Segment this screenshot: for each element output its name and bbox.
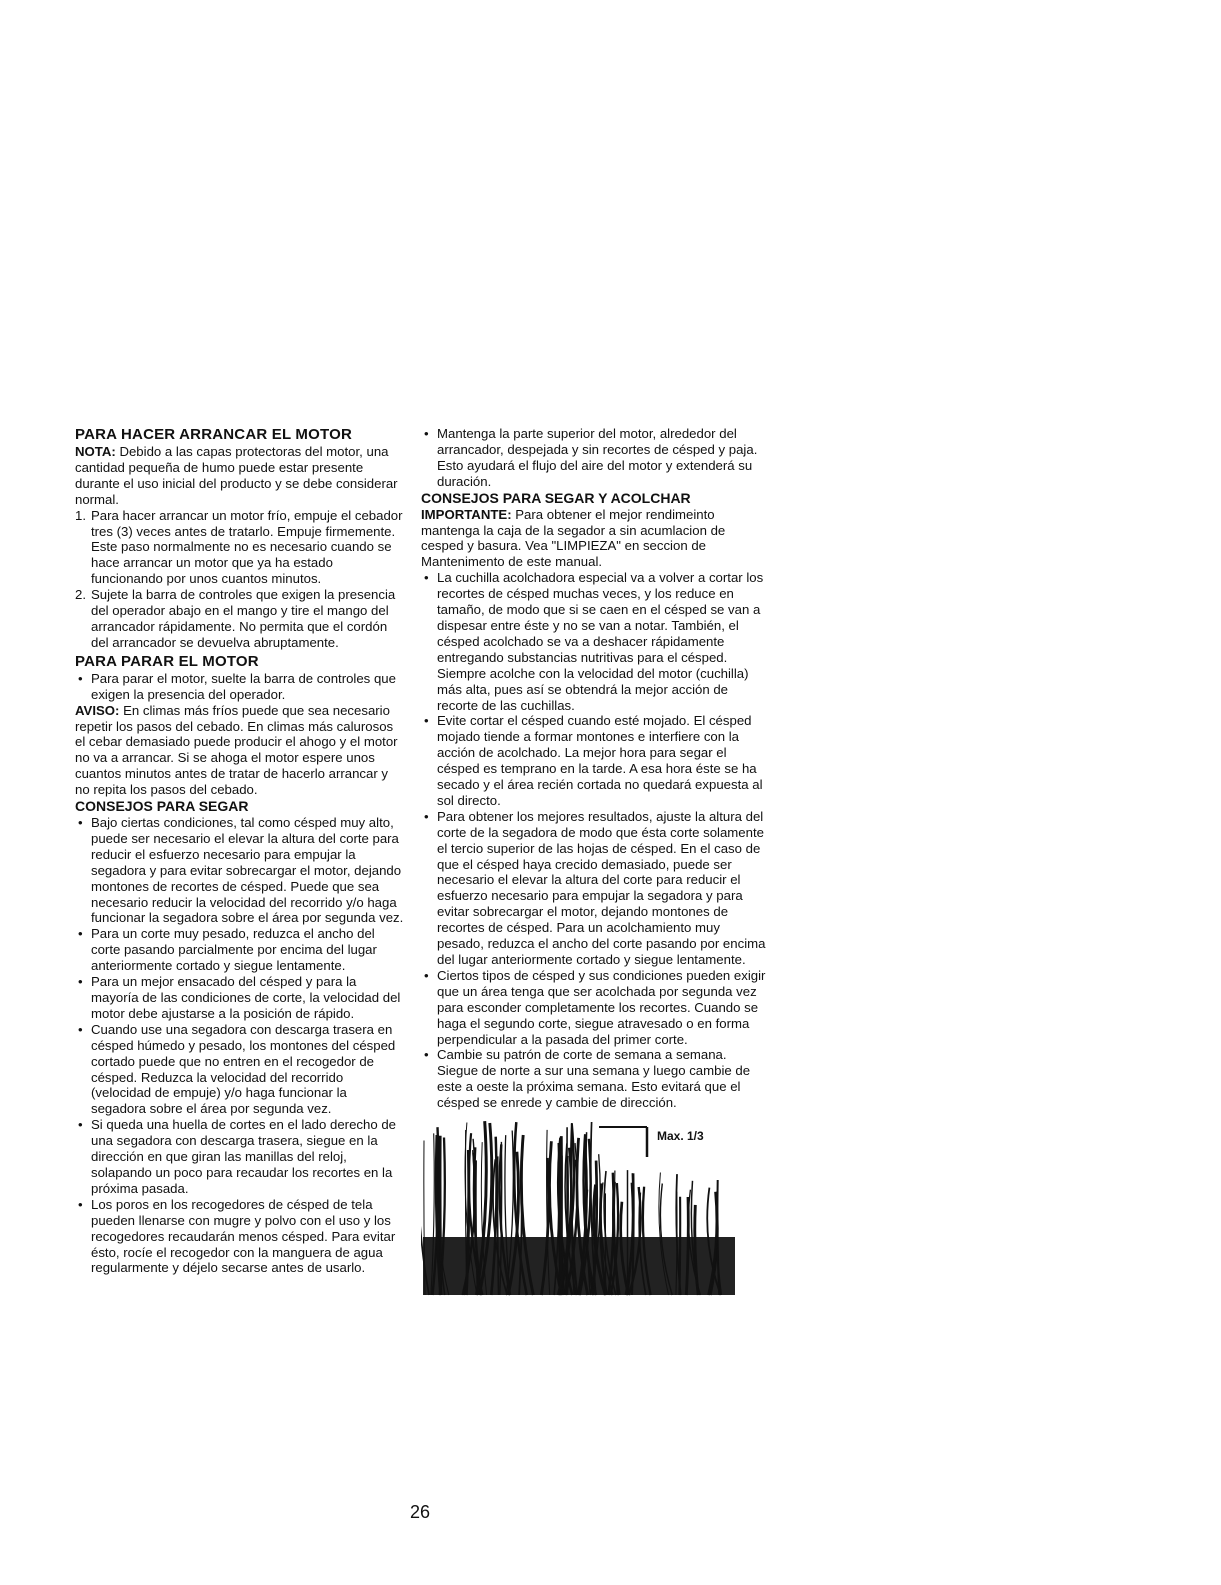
right-column <box>421 426 769 1297</box>
stop-engine-heading: PARA PARAR EL MOTOR <box>75 652 259 670</box>
mulching-tips-heading: CONSEJOS PARA SEGAR Y ACOLCHAR <box>421 489 691 506</box>
list-item: • Bajo ciertas condiciones, tal como césped muy alto, puede ser necesario el elevar la altura del corte para reducir el esfuerzo necesario para empujar la segadora y para evitar sobrecargar el motor, dejando montones de recortes de césped. Puede que sea necesario reducir la velocidad del recorrido y/o haga funcionar la segadora sobre el área por segunda vez. <box>75 815 405 926</box>
aviso-paragraph <box>75 703 405 798</box>
list-item: • La cuchilla acolchadora especial va a volver a cortar los recortes de césped muchas veces, y los reduce en tamaño, de modo que si se caen en el césped se van a dispesar entre éste y no se van a notar. También, el césped acolchado se va a deshacer rápidamente entregando substancias nutritivas para el césped. Siempre acolche con la velocidad del motor (cuchilla) más alta, pues así se obtendrá la mejor acción de recorte de las cuchillas. <box>421 570 769 713</box>
step-text: Para hacer arrancar un motor frío, empuje el cebador tres (3) veces antes de tratarlo. Empuje firmemente. Este paso normalmente no es necesario cuando se hace arrancar un motor que ya ha estado funcionando por unos cuantos minutos. <box>91 507 403 587</box>
step-number: 2. <box>75 587 86 603</box>
left-column <box>75 426 405 1276</box>
list-item: • Cambie su patrón de corte de semana a semana. Siegue de norte a sur una semana y luego cambie de este a oeste la próxima semana. Esto evitará que el césped se enrede y cambie de dirección. <box>421 1047 769 1111</box>
start-engine-heading: PARA HACER ARRANCAR EL MOTOR <box>75 426 352 443</box>
importante-paragraph <box>421 507 769 571</box>
max-one-third-label: Max. 1/3 <box>657 1129 704 1144</box>
list-item: • Ciertos tipos de césped y sus condiciones pueden exigir que un área tenga que ser acolchada por segunda vez para esconder completamente los recortes. Cuando se haga el segundo corte, siegue atravesado o en forma perpendicular a la pasada del primer corte. <box>421 968 769 1048</box>
grass-cut-height-figure <box>421 1117 739 1297</box>
nota-paragraph <box>75 444 405 508</box>
list-item: • Los poros en los recogedores de césped de tela pueden llenarse con mugre y polvo con el uso y los recogedores recaudarán menos césped. Para evitar ésto, rocíe el recogedor con la manguera de agua regularmente y déjelo secarse antes de usarlo. <box>75 1197 405 1277</box>
list-item: • Para obtener los mejores resultados, ajuste la altura del corte de la segadora de modo que ésta corte solamente el tercio superior de las hojas de césped. En el caso de que el césped haya crecido demasiado, puede ser necesario el elevar la altura del corte para reducir el esfuerzo necesario para empujar la segadora y para evitar sobrecargar el motor, dejando montones de recortes de césped. Para un acolchamiento muy pesado, reduzca el ancho del corte pasando por encima del lugar anteriormente cortado y siegue lentamente. <box>421 809 769 968</box>
list-item: • Para un corte muy pesado, reduzca el ancho del corte pasando parcialmente por encima del lugar anteriormente cortado y siegue lentamente. <box>75 926 405 974</box>
list-item: • Cuando use una segadora con descarga trasera en césped húmedo y pesado, los montones del césped cortado puede que no entren en el recogedor de césped. Reduzca la velocidad del recorrido (velocidad de empuje) y/o haga funcionar la segadora sobre el área por segunda vez. <box>75 1022 405 1117</box>
mowing-tips-heading: CONSEJOS PARA SEGAR <box>75 798 249 815</box>
mulching-tips-list <box>421 570 769 1111</box>
engine-care-list <box>421 426 769 490</box>
list-item: • Evite cortar el césped cuando esté mojado. El césped mojado tiende a formar montones e interfiere con la acción de acolchado. La mejor hora para segar el césped es temprano en la tarde. A esa hora éste se ha secado y el área recién cortada no quedará expuesta al sol directo. <box>421 713 769 808</box>
stop-list <box>75 671 405 703</box>
importante-label: IMPORTANTE: <box>421 506 512 522</box>
aviso-text: En climas más fríos puede que sea necesario repetir los pasos del cebado. En climas más calurosos el cebar demasiado puede producir el ahogo y el motor no va a arrancar. Si se ahoga el motor espere unos cuantos minutos antes de tratar de hacerlo arrancar y no repita los pasos del cebado. <box>75 702 398 798</box>
nota-text: Debido a las capas protectoras del motor, una cantidad pequeña de humo puede estar presente durante el uso inicial del producto y se debe considerar normal. <box>75 444 398 507</box>
list-item: • Para un mejor ensacado del césped y para la mayoría de las condiciones de corte, la velocidad del motor debe ajustarse a la posición de rápido. <box>75 974 405 1022</box>
list-item <box>75 587 405 651</box>
page-number: 26 <box>409 1502 431 1522</box>
nota-label: NOTA: <box>75 444 116 459</box>
aviso-label: AVISO: <box>75 702 120 718</box>
step-number: 1. <box>75 507 86 523</box>
list-item: • Si queda una huella de cortes en el lado derecho de una segadora con descarga trasera, siegue en la dirección en que giran las manillas del reloj, solapando un poco para recaudar los recortes en la próxima pasada. <box>75 1117 405 1197</box>
list-item: • Mantenga la parte superior del motor, alrededor del arrancador, despejada y sin recortes de césped y paja. Esto ayudará el flujo del aire del motor y extenderá su duración. <box>421 426 769 490</box>
start-steps-list <box>75 508 405 651</box>
list-item <box>75 508 405 588</box>
importante-text: Para obtener el mejor rendimeinto mantenga la caja de la segador a sin acumlacion de cesped y basura. Vea "LIMPIEZA" en seccion de Mantenimento de este manual. <box>421 506 726 570</box>
list-item: • Para parar el motor, suelte la barra de controles que exigen la presencia del operador. <box>75 671 405 703</box>
step-text: Sujete la barra de controles que exigen la presencia del operador abajo en el mango y tire el mango del arrancador rápidamente. No permita que el cordón del arrancador se devuelva abruptamente. <box>91 587 396 650</box>
mowing-tips-list <box>75 815 405 1276</box>
